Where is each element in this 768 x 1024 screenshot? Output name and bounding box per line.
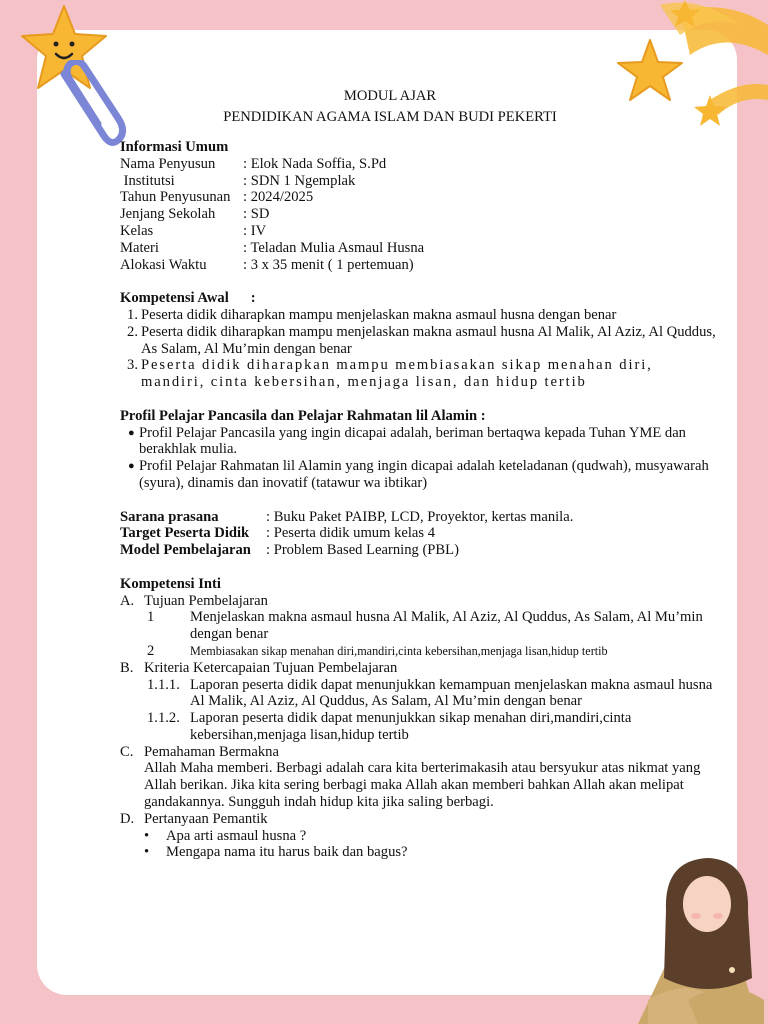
info-row <box>120 223 720 240</box>
item-number: 1. <box>127 306 138 323</box>
list-item <box>120 324 720 358</box>
title-line-1: MODUL AJAR <box>343 88 437 104</box>
kompetensi-awal-heading: Kompetensi Awal <box>120 290 229 307</box>
item-text: Laporan peserta didik dapat menunjukkan kemampuan menjelaskan makna asmaul husna Al Malik, Al Aziz, Al Quddus, As Salam, Al Mu’min dengan benar <box>190 676 713 710</box>
item-number: 1.1.1. <box>147 676 180 693</box>
informasi-umum-heading: Informasi Umum <box>120 139 229 155</box>
item-text: Peserta didik diharapkan mampu menjelaskan makna asmaul husna dengan benar <box>141 306 617 323</box>
bullet-icon: ● <box>128 426 135 439</box>
sarana-value: : Buku Paket PAIBP, LCD, Proyektor, kertas manila. <box>266 508 574 525</box>
info-row <box>120 189 720 206</box>
hijab-teacher-illustration <box>628 850 768 1024</box>
document-title <box>120 86 660 128</box>
kompetensi-awal-heading-row <box>120 290 720 307</box>
sarana-row <box>120 542 720 559</box>
section-label: Tujuan Pembelajaran <box>144 592 268 609</box>
item-text: Mengapa nama itu harus baik dan bagus? <box>166 844 408 861</box>
info-value: : 3 x 35 menit ( 1 pertemuan) <box>243 256 414 273</box>
item-text: Membiasakan sikap menahan diri,mandiri,cinta kebersihan,menjaga lisan,hidup tertib <box>190 643 608 658</box>
info-value: : Teladan Mulia Asmaul Husna <box>243 239 425 256</box>
info-row <box>120 173 720 190</box>
title-line-2: PENDIDIKAN AGAMA ISLAM DAN BUDI PEKERTI <box>223 109 557 125</box>
info-key: Institutsi <box>120 172 175 189</box>
item-number: 2 <box>147 642 155 659</box>
bullet-icon: ● <box>128 460 135 473</box>
pemahaman-paragraph: Allah Maha memberi. Berbagi adalah cara kita berterimakasih atau bersyukur atas nikmat yang Allah berikan. Jika kita sering berbagi maka Allah akan memberi bahkan Allah akan melipat gandakannya. Sungguh indah hidup kita jika saling berbagi. <box>144 760 701 811</box>
section-letter: B. <box>120 659 134 676</box>
item-text: Menjelaskan makna asmaul husna Al Malik, Al Aziz, Al Quddus, As Salam, Al Mu’min dengan benar <box>190 609 703 643</box>
info-value: : Elok Nada Soffia, S.Pd <box>243 155 387 172</box>
section-label: Pertanyaan Pemantik <box>144 810 268 827</box>
profil-heading: Profil Pelajar Pancasila dan Pelajar Rahmatan lil Alamin : <box>120 407 486 424</box>
section-d-heading <box>120 811 720 828</box>
info-key: Tahun Penyusunan <box>120 189 231 206</box>
item-number: 1 <box>147 609 155 626</box>
profil-list <box>120 425 720 492</box>
info-row <box>120 240 720 257</box>
bullet-icon: • <box>144 844 150 861</box>
item-number: 2. <box>127 323 138 340</box>
sarana-key: Model Pembelajaran <box>120 542 251 559</box>
info-value: : IV <box>243 222 267 239</box>
sarana-table <box>120 509 720 559</box>
item-text: Peserta didik diharapkan mampu membiasakan sikap menahan diri, mandiri, cinta kebersihan, menjaga lisan, dan hidup tertib <box>141 357 653 391</box>
section-b-heading <box>120 660 720 677</box>
item-text: Laporan peserta didik dapat menunjukkan sikap menahan diri,mandiri,cinta kebersihan,menjaga lisan,hidup tertib <box>190 710 632 743</box>
item-text: Apa arti asmaul husna ? <box>166 827 307 844</box>
list-item <box>120 643 720 660</box>
info-value: : SDN 1 Ngemplak <box>243 172 356 189</box>
info-key: Alokasi Waktu <box>120 256 207 273</box>
info-value: : SD <box>243 206 270 223</box>
kompetensi-awal-list <box>120 307 720 391</box>
item-number: 3. <box>127 357 138 374</box>
item-text: Peserta didik diharapkan mampu menjelaskan makna asmaul husna Al Malik, Al Aziz, Al Quddus, As Salam, Al Mu’min dengan benar <box>141 323 716 357</box>
info-row <box>120 206 720 223</box>
section-label: Pemahaman Bermakna <box>144 743 279 760</box>
list-item <box>120 458 720 492</box>
informasi-umum-table <box>120 156 720 274</box>
info-row <box>120 257 720 274</box>
info-key: Kelas <box>120 222 154 239</box>
list-item <box>120 844 720 861</box>
module-content <box>120 86 720 861</box>
bullet-icon: • <box>144 827 150 844</box>
sarana-key: Target Peserta Didik <box>120 525 250 542</box>
info-key: Jenjang Sekolah <box>120 206 216 223</box>
list-item <box>120 710 720 744</box>
section-c-heading <box>120 744 720 761</box>
list-item <box>120 357 720 391</box>
kompetensi-awal-colon: : <box>250 290 256 307</box>
item-number: 1.1.2. <box>147 710 180 727</box>
sarana-value: : Problem Based Learning (PBL) <box>266 542 459 559</box>
section-letter: A. <box>120 592 135 609</box>
list-item <box>120 677 720 711</box>
item-text: Profil Pelajar Pancasila yang ingin dicapai adalah, beriman bertaqwa kepada Tuhan YME dan berakhlak mulia. <box>139 424 686 458</box>
list-item <box>120 609 720 643</box>
info-row <box>120 156 720 173</box>
list-item <box>120 828 720 845</box>
sarana-row <box>120 525 720 542</box>
section-a-heading <box>120 593 720 610</box>
section-letter: C. <box>120 743 134 760</box>
sarana-row <box>120 509 720 526</box>
info-key: Materi <box>120 239 159 256</box>
info-value: : 2024/2025 <box>243 189 314 206</box>
list-item <box>120 425 720 459</box>
section-letter: D. <box>120 810 135 827</box>
sarana-value: : Peserta didik umum kelas 4 <box>266 525 436 542</box>
kompetensi-inti-heading: Kompetensi Inti <box>120 575 221 592</box>
sarana-key: Sarana prasana <box>120 508 219 525</box>
list-item <box>120 307 720 324</box>
info-key: Nama Penyusun <box>120 155 216 172</box>
section-label: Kriteria Ketercapaian Tujuan Pembelajaran <box>144 659 398 676</box>
paperclip-icon <box>52 60 127 148</box>
item-text: Profil Pelajar Rahmatan lil Alamin yang ingin dicapai adalah keteladanan (qudwah), musyawarah (syura), dinamis dan inovatif (tatawur wa ibtikar) <box>139 458 709 491</box>
